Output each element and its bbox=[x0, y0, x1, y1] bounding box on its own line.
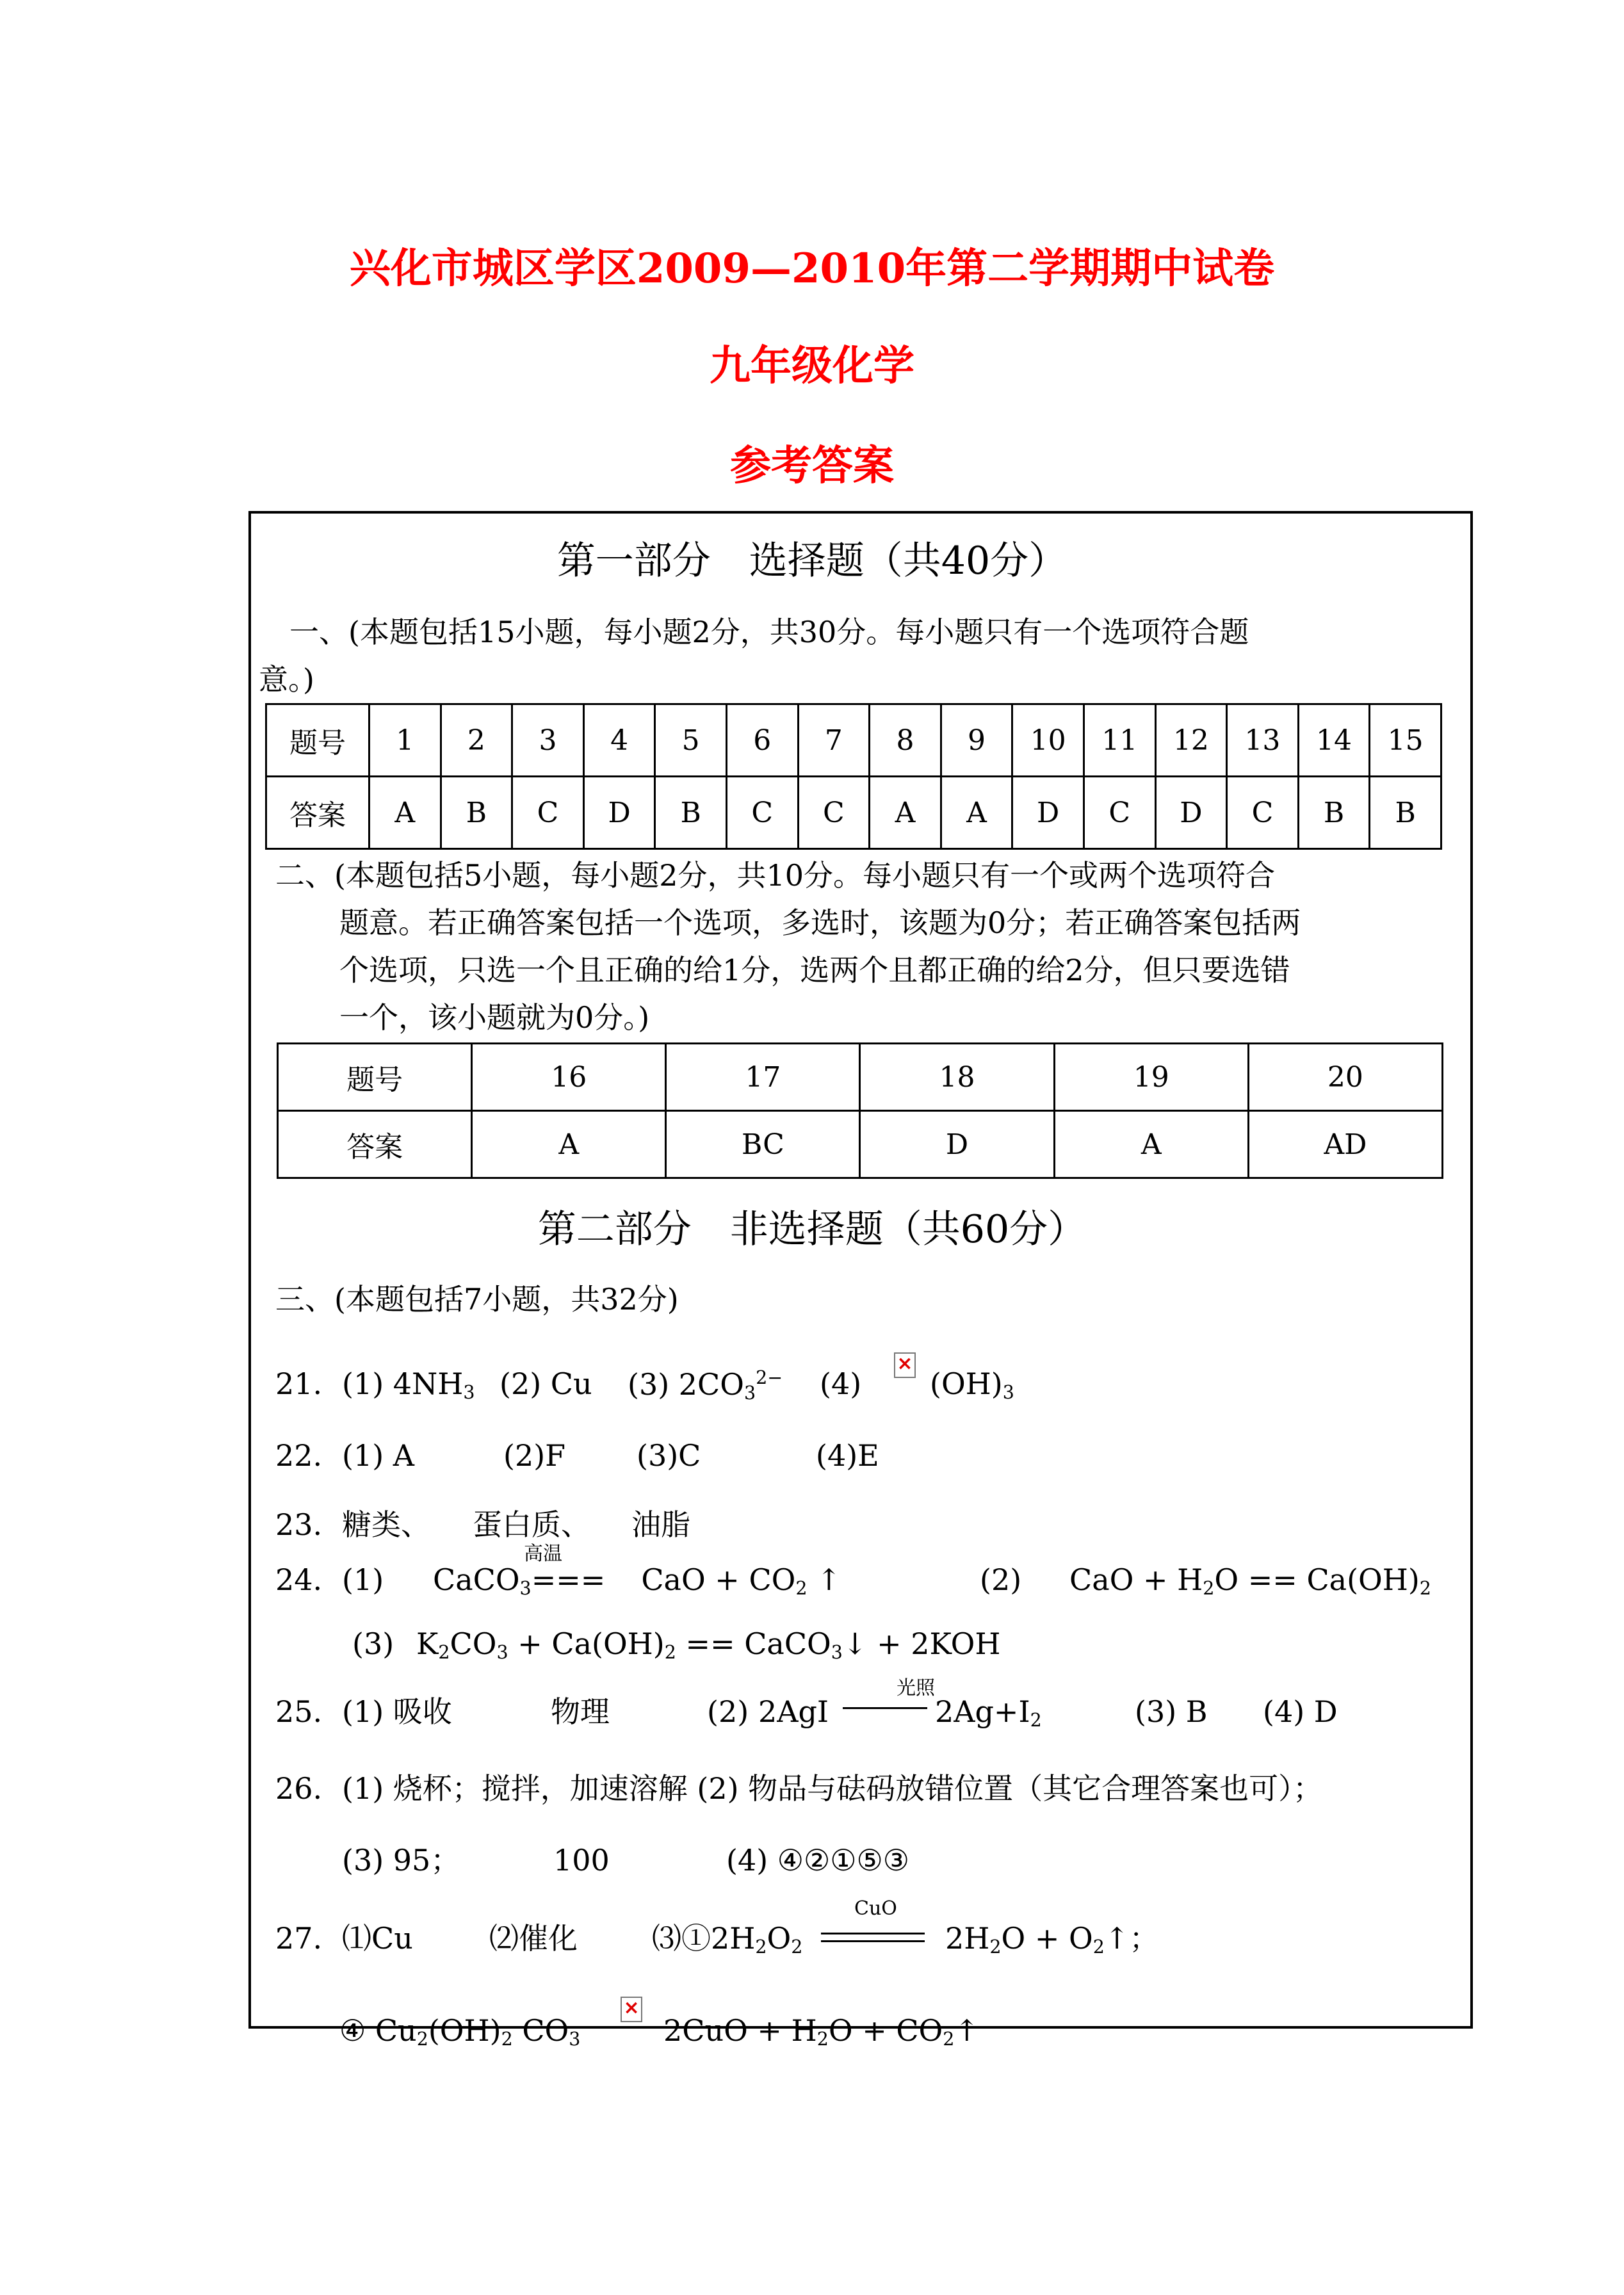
answer-cell: B bbox=[441, 777, 512, 849]
answer-cell: C bbox=[726, 777, 798, 849]
table-row-answers bbox=[278, 1111, 1443, 1178]
q24-number: 24. bbox=[275, 1562, 323, 1597]
question-number: 15 bbox=[1370, 704, 1441, 777]
answer-key-heading: 参考答案 bbox=[730, 442, 894, 490]
answer-cell: A bbox=[941, 777, 1012, 849]
broken-image-icon bbox=[894, 1352, 916, 1378]
answer-cell: B bbox=[1298, 777, 1370, 849]
question-number: 7 bbox=[798, 704, 870, 777]
q22-number: 22. bbox=[275, 1438, 323, 1473]
section2-intro-line1: 二、(本题包括5小题，每小题2分，共10分。每小题只有一个或两个选项符合 bbox=[275, 858, 1276, 893]
q27-answer-4-right: $2CuO + H_2O$ + $CO_2↑$ bbox=[663, 2013, 979, 2050]
q27-eq-line-top bbox=[821, 1933, 925, 1934]
answer-cell: A bbox=[472, 1111, 666, 1178]
q27-number: 27. bbox=[275, 1921, 323, 1956]
question-number: 18 bbox=[860, 1044, 1054, 1111]
section1-intro-line1: 一、(本题包括15小题，每小题2分，共30分。每小题只有一个选项符合题 bbox=[289, 615, 1249, 649]
question-number: 13 bbox=[1227, 704, 1299, 777]
q27-answer-2: ⑵催化 bbox=[489, 1921, 578, 1956]
section2-intro-line4: 一个，该小题就为0分。) bbox=[339, 1000, 650, 1035]
answer-cell: C bbox=[798, 777, 870, 849]
q23-answer-3: 油脂 bbox=[631, 1507, 690, 1542]
q22-answer-1: (1) A bbox=[342, 1438, 415, 1473]
row-label-number: 题号 bbox=[278, 1044, 472, 1111]
question-number: 4 bbox=[583, 704, 655, 777]
question-number: 10 bbox=[1012, 704, 1084, 777]
q27-answer-3-right: $2H_2O$ + $O_2↑$； bbox=[945, 1921, 1159, 1958]
q21-number: 21. bbox=[275, 1366, 323, 1401]
answer-cell: D bbox=[1155, 777, 1227, 849]
section2-answer-table bbox=[277, 1042, 1443, 1179]
question-number: 1 bbox=[369, 704, 441, 777]
q27-answer-3-left: $⑶①2H_2O_2$ bbox=[652, 1921, 803, 1958]
answer-cell: BC bbox=[666, 1111, 860, 1178]
q21-answer-3: (3) $2CO_3^{2-}$ bbox=[628, 1367, 783, 1404]
q27-answer-4-left: ④ $Cu_2(OH)_2$ $CO_3$ bbox=[339, 2013, 581, 2050]
answer-cell: D bbox=[860, 1111, 1054, 1178]
answer-cell: B bbox=[655, 777, 727, 849]
q25-number: 25. bbox=[275, 1694, 323, 1729]
q22-answer-4: (4)E bbox=[816, 1438, 879, 1473]
table-row-numbers bbox=[266, 704, 1441, 777]
q25-eq-line bbox=[843, 1707, 927, 1709]
question-number: 17 bbox=[666, 1044, 860, 1111]
question-number: 19 bbox=[1054, 1044, 1248, 1111]
question-number: 2 bbox=[441, 704, 512, 777]
q25-answer-1b: 物理 bbox=[551, 1694, 610, 1729]
q23-answer-1: 糖类、 bbox=[342, 1507, 430, 1542]
q25-answer-3: (3) B bbox=[1135, 1694, 1208, 1729]
q24-eq1-condition: 高温 bbox=[524, 1543, 562, 1565]
q25-eq-condition: 光照 bbox=[897, 1677, 935, 1699]
q24-eq2: CaO + $H_2O == Ca(OH)_2$ bbox=[1069, 1562, 1431, 1600]
section2-intro-line3: 个选项，只选一个且正确的给1分，选两个且都正确的给2分，但只要选错 bbox=[339, 953, 1290, 987]
q25-eq-left: 2AgI bbox=[758, 1694, 829, 1729]
answer-cell: D bbox=[1012, 777, 1084, 849]
q24-eq3: $K_2CO_3 + Ca(OH)_2$ == CaCO$_3$↓ + 2KOH bbox=[416, 1626, 1001, 1664]
q21-answer-4-label: (4) bbox=[820, 1366, 862, 1401]
q26-answer-line1: (1) 烧杯；搅拌，加速溶解 (2) 物品与砝码放错位置（其它合理答案也可）； bbox=[342, 1771, 1323, 1806]
q25-answer-2-label: (2) bbox=[707, 1694, 749, 1729]
answer-cell: C bbox=[1084, 777, 1155, 849]
q24-eq2-label: (2) bbox=[980, 1562, 1022, 1597]
q23-answer-2: 蛋白质、 bbox=[473, 1507, 590, 1542]
answer-cell: D bbox=[583, 777, 655, 849]
section2-intro-line2: 题意。若正确答案包括一个选项，多选时，该题为0分；若正确答案包括两 bbox=[339, 905, 1301, 940]
answer-cell: A bbox=[1054, 1111, 1248, 1178]
table-row-answers bbox=[266, 777, 1441, 849]
q25-answer-4: (4) D bbox=[1263, 1694, 1338, 1729]
part1-title: 第一部分 选择题（共40分） bbox=[556, 539, 1068, 583]
exam-title: 兴化市城区学区2009—2010年第二学期期中试卷 bbox=[349, 245, 1275, 293]
answer-cell: A bbox=[870, 777, 941, 849]
question-number: 11 bbox=[1084, 704, 1155, 777]
q23-number: 23. bbox=[275, 1507, 323, 1542]
answer-cell: C bbox=[1227, 777, 1299, 849]
question-number: 5 bbox=[655, 704, 727, 777]
q24-eq1: CaCO$_3$=== CaO + $CO_2$ ↑ bbox=[433, 1562, 841, 1600]
answer-cell: C bbox=[512, 777, 584, 849]
row-label-answer: 答案 bbox=[278, 1111, 472, 1178]
q26-number: 26. bbox=[275, 1771, 323, 1806]
q26-answer-4: (4) ④②①⑤③ bbox=[726, 1843, 909, 1877]
q25-answer-1: (1) 吸收 bbox=[342, 1694, 452, 1729]
q24-eq1-label: (1) bbox=[342, 1562, 384, 1597]
question-number: 16 bbox=[472, 1044, 666, 1111]
q21-answer-1: (1) $4NH_3$ bbox=[342, 1366, 475, 1404]
section3-intro: 三、(本题包括7小题，共32分) bbox=[275, 1282, 679, 1317]
q27-eq-line-bottom bbox=[821, 1940, 925, 1942]
question-number: 6 bbox=[726, 704, 798, 777]
answer-cell: B bbox=[1370, 777, 1441, 849]
question-number: 9 bbox=[941, 704, 1012, 777]
q22-answer-2: (2)F bbox=[503, 1438, 566, 1473]
question-number: 12 bbox=[1155, 704, 1227, 777]
q25-eq-right: $2Ag+I_2$ bbox=[935, 1694, 1042, 1731]
q27-eq-condition: CuO bbox=[854, 1897, 897, 1920]
exam-subtitle: 九年级化学 bbox=[710, 342, 914, 390]
broken-image-icon bbox=[621, 1997, 642, 2022]
q26-answer-3b: 100 bbox=[553, 1843, 610, 1877]
q26-answer-3: (3) 95； bbox=[342, 1843, 460, 1877]
row-label-number: 题号 bbox=[266, 704, 369, 777]
question-number: 20 bbox=[1248, 1044, 1442, 1111]
table-row-numbers bbox=[278, 1044, 1443, 1111]
answer-cell: AD bbox=[1248, 1111, 1442, 1178]
q21-answer-4: $(OH)_3$ bbox=[930, 1366, 1014, 1404]
q24-eq3-label: (3) bbox=[352, 1626, 394, 1661]
row-label-answer: 答案 bbox=[266, 777, 369, 849]
q21-answer-2: (2) Cu bbox=[499, 1366, 592, 1401]
answer-cell: A bbox=[369, 777, 441, 849]
q27-answer-1: ⑴Cu bbox=[342, 1921, 413, 1956]
section1-intro-line2: 意。) bbox=[259, 662, 314, 697]
question-number: 3 bbox=[512, 704, 584, 777]
question-number: 8 bbox=[870, 704, 941, 777]
part2-title: 第二部分 非选择题（共60分） bbox=[537, 1207, 1087, 1252]
question-number: 14 bbox=[1298, 704, 1370, 777]
section1-answer-table bbox=[265, 703, 1442, 850]
q22-answer-3: (3)C bbox=[637, 1438, 701, 1473]
